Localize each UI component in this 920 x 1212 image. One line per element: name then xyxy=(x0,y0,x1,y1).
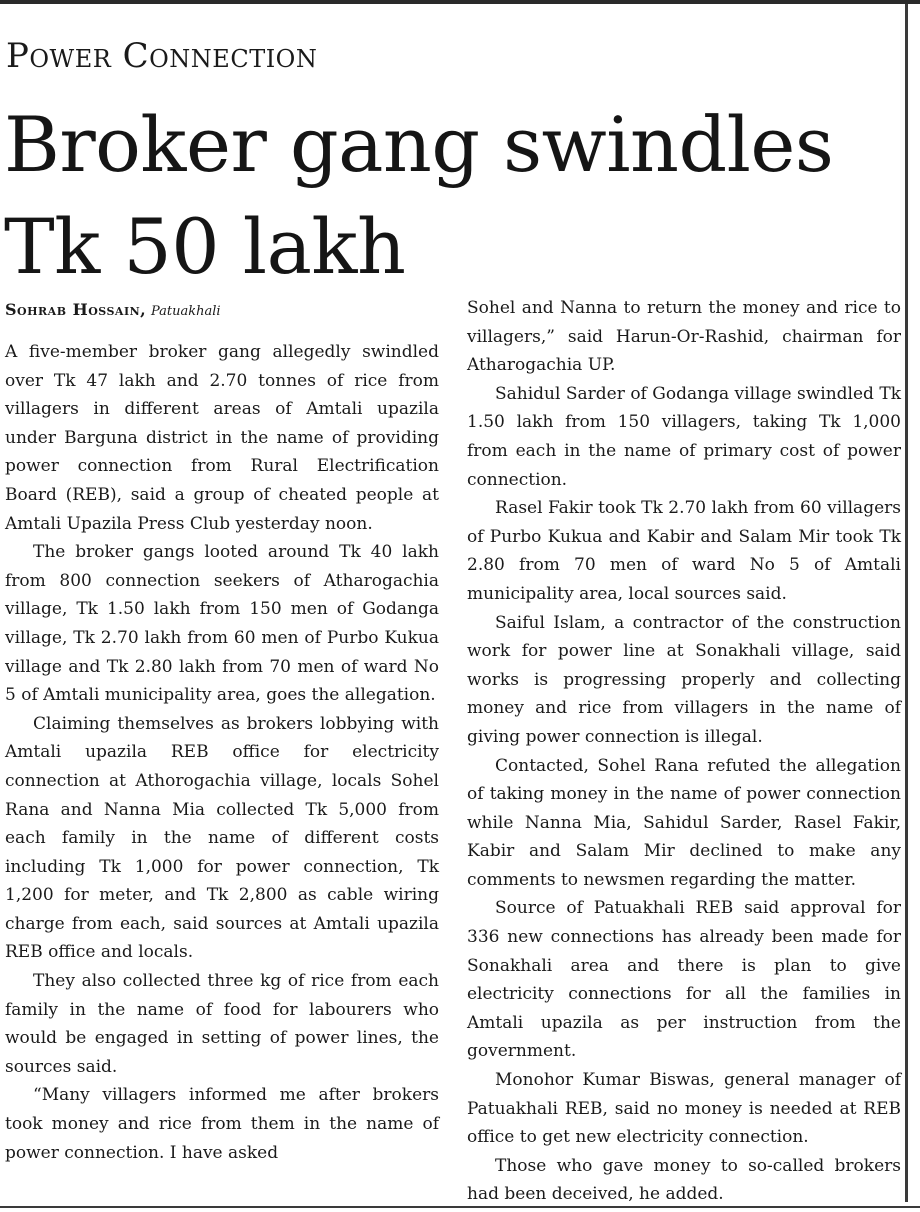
byline-place: Patuakhali xyxy=(151,304,221,319)
paragraph: Sahidul Sarder of Godanga village swindled Tk 1.50 lakh from 150 villagers, taking Tk 1,000 from each in the name of primary cost of power connection. xyxy=(467,383,901,490)
section-kicker: Power Connection xyxy=(6,36,318,76)
article-headline xyxy=(4,94,904,298)
paragraph: “Many villagers informed me after brokers took money and rice from them in the name of power connection. I have asked xyxy=(5,1085,439,1163)
paragraph: Sohel and Nanna to return the money and rice to villagers,” said Harun-Or-Rashid, chairman for Atharogachia UP. xyxy=(467,298,901,376)
byline-author: Sohrab Hossain, xyxy=(5,300,147,319)
article-column-right xyxy=(467,294,901,1209)
headline-line-2: Tk 50 lakh xyxy=(4,202,406,291)
paragraph: Source of Patuakhali REB said approval for 336 new connections has already been made for Sonakhali area and there is plan to give electricity connections for all the families in Amtali upazila as per instruction from the government. xyxy=(467,898,901,1062)
top-border-rule xyxy=(0,0,920,4)
paragraph: Rasel Fakir took Tk 2.70 lakh from 60 villagers of Purbo Kukua and Kabir and Salam Mir took Tk 2.80 from 70 men of ward No 5 of Amtali municipality area, local sources said. xyxy=(467,498,901,604)
article-column-left xyxy=(5,338,439,1167)
paragraph: Monohor Kumar Biswas, general manager of Patuakhali REB, said no money is needed at REB office to get new electricity connection. xyxy=(467,1070,901,1148)
paragraph: Those who gave money to so-called brokers had been deceived, he added. xyxy=(467,1155,901,1205)
paragraph: Saiful Islam, a contractor of the construction work for power line at Sonakhali village, said works is progressing properly and collecting money and rice from villagers in the name of giving power connection is illegal. xyxy=(467,612,901,747)
paragraph: They also collected three kg of rice from each family in the name of food for labourers who would be engaged in setting of power lines, the sources said. xyxy=(5,971,439,1077)
byline xyxy=(5,298,445,324)
paragraph: The broker gangs looted around Tk 40 lakh from 800 connection seekers of Atharogachia village, Tk 1.50 lakh from 150 men of Godanga village, Tk 2.70 lakh from 60 men of Purbo Kukua village and Tk 2.80 lakh from 70 men of ward No 5 of Amtali municipality area, goes the allegation. xyxy=(5,542,439,706)
paragraph: A five-member broker gang allegedly swindled over Tk 47 lakh and 2.70 tonnes of rice from villagers in different areas of Amtali upazila under Barguna district in the name of providing power connection from Rural Electrification Board (REB), said a group of cheated people at Amtali Upazila Press Club yesterday noon. xyxy=(5,342,439,534)
headline-line-1: Broker gang swindles xyxy=(4,100,834,189)
paragraph: Contacted, Sohel Rana refuted the allegation of taking money in the name of power connection while Nanna Mia, Sahidul Sarder, Rasel Fakir, Kabir and Salam Mir declined to make any comments to newsmen regarding the matter. xyxy=(467,755,901,890)
paragraph: Claiming themselves as brokers lobbying with Amtali upazila REB office for electricity connection at Athorogachia village, locals Sohel Rana and Nanna Mia collected Tk 5,000 from each family in the name of different costs including Tk 1,000 for power connection, Tk 1,200 for meter, and Tk 2,800 as cable wiring charge from each, said sources at Amtali upazila REB office and locals. xyxy=(5,713,439,963)
right-border-rule xyxy=(905,4,908,1202)
